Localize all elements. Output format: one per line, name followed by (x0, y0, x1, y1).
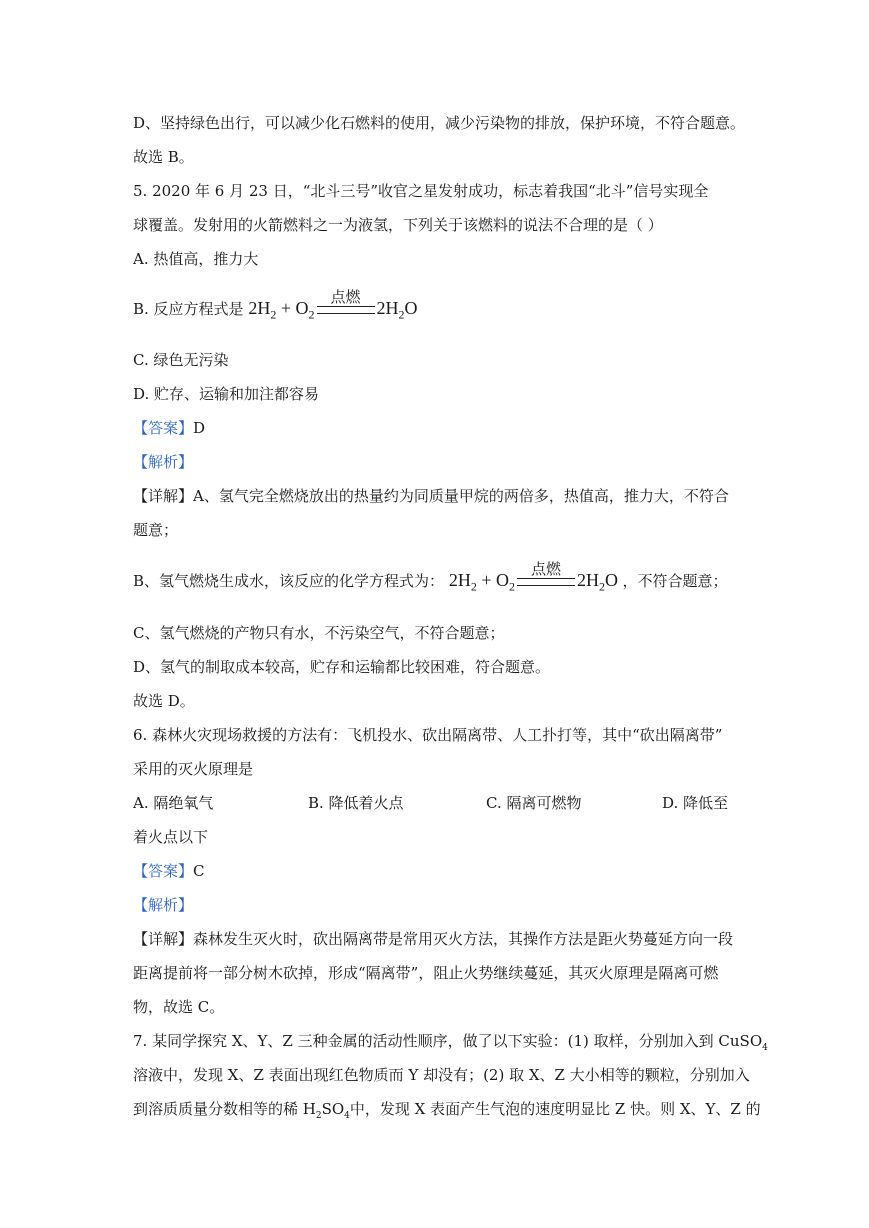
detail-line: 题意； (133, 521, 179, 539)
answer-tag: 【答案】 (133, 862, 194, 880)
option-c: C. 隔离可燃物 (486, 794, 582, 812)
question-7-line-2: 溶液中，发现 X、Z 表面出现红色物质而 Y 却没有；(2) 取 X、Z 大小相等的颗粒，分别加入 (133, 1066, 750, 1084)
question-7-line-1: 7. 某同学探究 X、Y、Z 三种金属的活动性顺序，做了以下实验：(1) 取样，分别加入到 CuSO$_4$ (133, 1032, 768, 1053)
answer-line: 【答案】D (133, 419, 206, 437)
question-7-line-3: 到溶质质量分数相等的稀 $H_2SO_4$中，发现 X 表面产生气泡的速度明显比 Z 快。则 X、Y、Z 的 (133, 1100, 761, 1121)
detail-line: D、氢气的制取成本较高，贮存和运输都比较困难，符合题意。 (133, 658, 551, 676)
option-b-label: B. 反应方程式是 (133, 300, 244, 318)
detail-line: 【详解】A、氢气完全燃烧放出的热量约为同质量甲烷的两倍多，热值高，推力大，不符合 (133, 487, 729, 505)
detail-line: 故选 D。 (133, 692, 195, 710)
chemical-equation: $2H_2 + O_2$ 点燃 $2H_2O$ (248, 287, 418, 322)
option-d: D. 贮存、运输和加注都容易 (133, 385, 320, 403)
reaction-arrow: 点燃 (317, 306, 375, 314)
detail-line: C、氢气燃烧的产物只有水，不污染空气，不符合题意； (133, 624, 505, 642)
option-a: A. 热值高，推力大 (133, 250, 259, 268)
text-line: D、坚持绿色出行，可以减少化石燃料的使用，减少污染物的排放，保护环境，不符合题意。 (133, 114, 746, 132)
question-5-line-1: 5. 2020 年 6 月 23 日，“北斗三号”收官之星发射成功，标志着我国“北斗”信号实现全 (133, 182, 709, 200)
detail-line-equation: B、氢气燃烧生成水，该反应的化学方程式为： $2H_2 + O_2$ 点燃 $2H_2O$ ，不符合题意； (133, 559, 728, 594)
reaction-arrow: 点燃 (517, 578, 575, 586)
option-b: B. 降低着火点 (308, 794, 404, 812)
answer-line: 【答案】C (133, 862, 205, 880)
analysis-tag: 【解析】 (133, 896, 194, 914)
question-5-line-2: 球覆盖。发射用的火箭燃料之一为液氢，下列关于该燃料的说法不合理的是（ ） (133, 216, 663, 234)
option-a: A. 隔绝氧气 (133, 794, 214, 812)
detail-line: 距离提前将一部分树木砍掉，形成“隔离带”，阻止火势继续蔓延，其灭火原理是隔离可燃 (133, 964, 719, 982)
text-line: 故选 B。 (133, 148, 194, 166)
option-c: C. 绿色无污染 (133, 351, 229, 369)
answer-tag: 【答案】 (133, 419, 194, 437)
question-6-line-2: 采用的灭火原理是 (133, 760, 254, 778)
question-6-line-1: 6. 森林火灾现场救援的方法有：飞机投水、砍出隔离带、人工扑打等，其中“砍出隔离带” (133, 726, 723, 744)
option-d: D. 降低至 (662, 794, 729, 812)
option-d-continued: 着火点以下 (133, 828, 209, 846)
question-6-options (133, 793, 753, 813)
analysis-tag: 【解析】 (133, 453, 194, 471)
detail-line: 物，故选 C。 (133, 998, 225, 1016)
chemical-equation: $2H_2 + O_2$ 点燃 $2H_2O$ (448, 559, 618, 594)
detail-line: 【详解】森林发生灭火时，砍出隔离带是常用灭火方法，其操作方法是距火势蔓延方向一段 (133, 930, 734, 948)
option-b (133, 287, 753, 325)
